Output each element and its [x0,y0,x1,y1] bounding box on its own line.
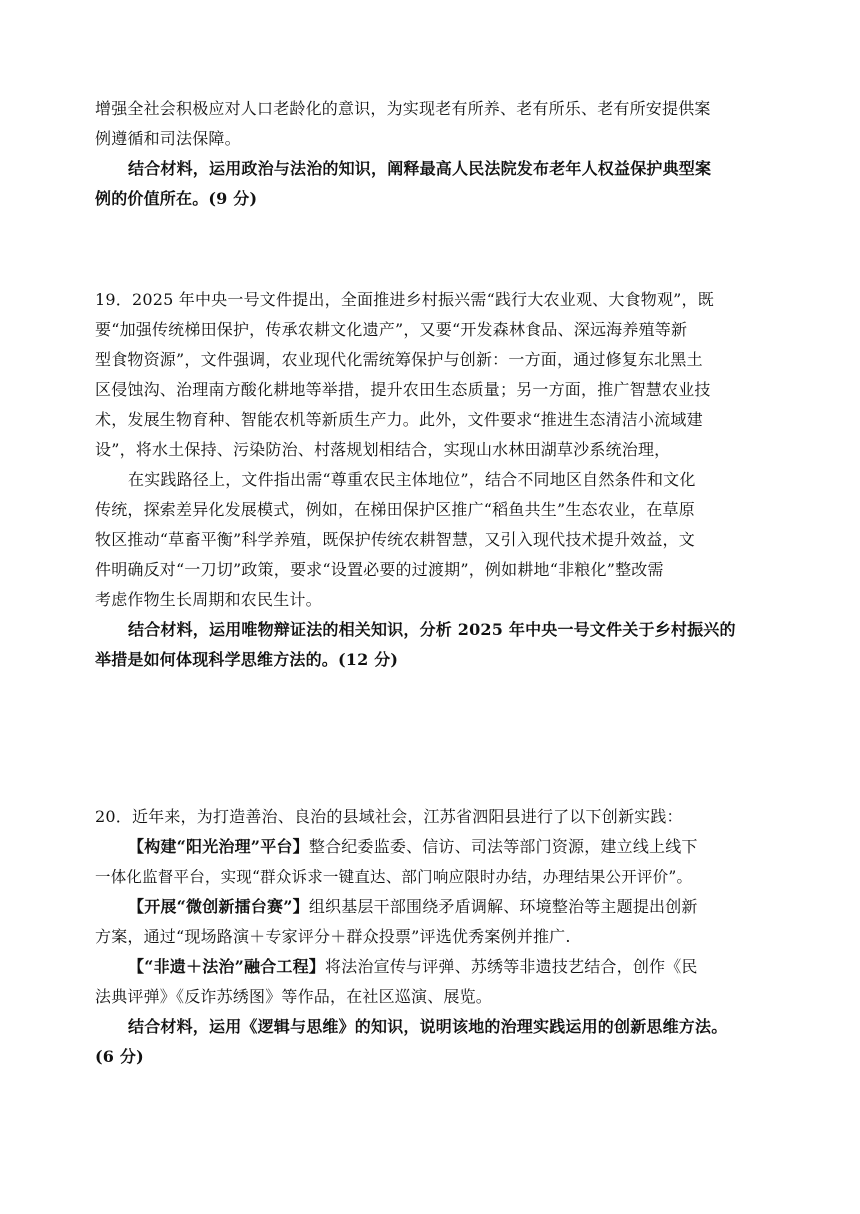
q19-para2-line-1: 在实践路径上，文件指出需“尊重农民主体地位”，结合不同地区自然条件和文化 [128,470,696,489]
q18-material-line-1: 增强全社会积极应对人口老龄化的意识，为实现老有所养、老有所乐、老有所安提供案 [95,99,711,118]
q20-item-3-continued: 法典评弹》《反诈苏绣图》等作品，在社区巡演、展览。 [95,987,493,1006]
question-19-section [95,285,775,675]
q20-item-1-title: 【构建“阳光治理”平台】 [128,837,309,856]
q19-material-line-5: 术，发展生物育种、智能农机等新质生产力。此外，文件要求“推进生态清洁小流域建 [95,410,703,429]
q20-prompt-line-2: (6 分) [95,1047,144,1066]
q19-material-line-1: 19．2025 年中央一号文件提出，全面推进乡村振兴需“践行大农业观、大食物观”，既 [95,290,714,309]
q20-item-3 [95,952,775,982]
q18-prompt-line-1: 结合材料，运用政治与法治的知识，阐释最高人民法院发布老年人权益保护典型案 [128,159,712,178]
q19-para2-line-2: 传统，探索差异化发展模式，例如，在梯田保护区推广“稻鱼共生”生态农业，在草原 [95,500,695,519]
q20-intro: 20．近年来，为打造善治、良治的县域社会，江苏省泗阳县进行了以下创新实践： [95,807,683,826]
q20-item-1-text: 整合纪委监委、信访、司法等部门资源，建立线上线下 [308,837,698,856]
q20-item-2-text: 组织基层干部围绕矛盾调解、环境整治等主题提出创新 [308,897,698,916]
q18-prompt-line-2: 例的价值所在。(9 分) [95,189,258,208]
q20-item-1 [95,832,775,862]
q19-material-line-4: 区侵蚀沟、治理南方酸化耕地等举措，提升农田生态质量；另一方面，推广智慧农业技 [95,380,711,399]
q20-prompt-line-1: 结合材料，运用《逻辑与思维》的知识，说明该地的治理实践运用的创新思维方法。 [128,1017,728,1036]
question-18-section [95,94,775,214]
q20-item-3-title: 【“非遗＋法治”融合工程】 [128,957,326,976]
q19-para2-line-4: 件明确反对“一刀切”政策，要求“设置必要的过渡期”，例如耕地“非粮化”整改需 [95,560,664,579]
q20-item-2 [95,892,775,922]
q19-material-line-3: 型食物资源”，文件强调，农业现代化需统筹保护与创新：一方面，通过修复东北黑土 [95,350,703,369]
q20-item-3-text: 将法治宣传与评弹、苏绣等非遗技艺结合，创作《民 [325,957,698,976]
q19-material-line-2: 要“加强传统梯田保护，传承农耕文化遗产”，又要“开发森林食品、深远海养殖等新 [95,320,688,339]
q19-prompt-line-2: 举措是如何体现科学思维方法的。(12 分) [95,650,399,669]
q20-item-1-continued: 一体化监督平台，实现“群众诉求一键直达、部门响应限时办结，办理结果公开评价”。 [95,868,693,886]
q19-prompt-line-1: 结合材料，运用唯物辩证法的相关知识，分析 2025 年中央一号文件关于乡村振兴的 [128,620,736,639]
q18-material-line-2: 例遵循和司法保障。 [95,129,241,148]
q19-material-line-6: 设”，将水土保持、污染防治、村落规划相结合，实现山水林田湖草沙系统治理， [95,440,671,459]
q20-item-2-continued: 方案，通过“现场路演＋专家评分＋群众投票”评选优秀案例并推广. [95,927,571,946]
question-20-section [95,802,775,1072]
q19-para2-line-5: 考虑作物生长周期和农民生计。 [95,590,322,609]
q19-para2-line-3: 牧区推动“草畜平衡”科学养殖，既保护传统农耕智慧，又引入现代技术提升效益，文 [95,530,695,549]
q20-item-2-title: 【开展“微创新擂台赛”】 [128,897,309,916]
